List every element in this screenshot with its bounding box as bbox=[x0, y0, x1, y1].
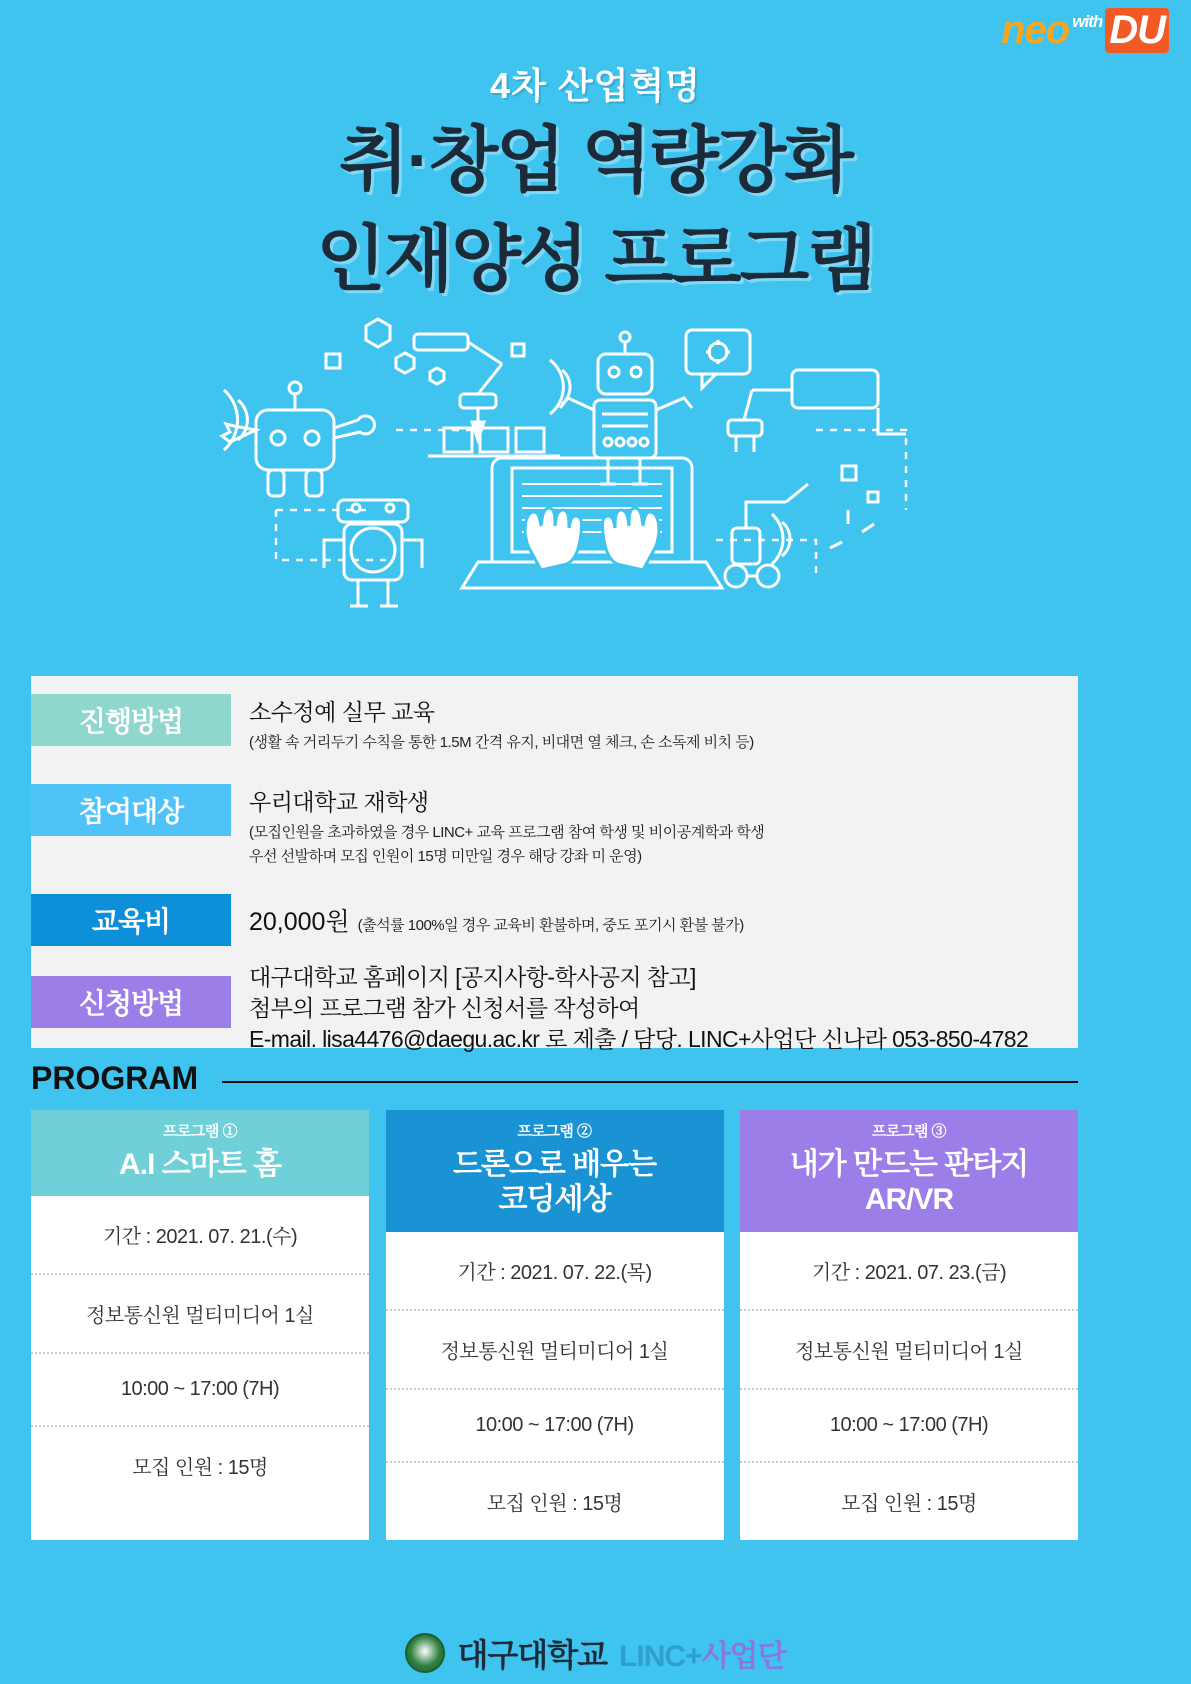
robotics-illustration bbox=[0, 310, 1191, 620]
program-card-quota: 모집 인원 : 15명 bbox=[486, 1492, 623, 1515]
title-eyebrow: 4차 산업혁명 bbox=[490, 65, 701, 106]
program-heading bbox=[31, 1060, 1078, 1097]
info-row-apply bbox=[31, 946, 1078, 1055]
program-card-index: 프로그램 ③ bbox=[871, 1123, 947, 1140]
program-card-index: 프로그램 ① bbox=[162, 1123, 238, 1140]
program-card-title: A.I 스마트 홈 bbox=[119, 1148, 281, 1181]
program-card-title-line1: 드론으로 배우는 bbox=[452, 1148, 657, 1181]
info-body-method bbox=[231, 694, 1078, 752]
info-target-sub2: 우선 선발하며 모집 인원이 15명 미만일 경우 해당 강좌 미 운영) bbox=[249, 848, 642, 865]
info-body-target bbox=[231, 784, 1078, 866]
program-card-period: 기간 : 2021. 07. 21.(수) bbox=[31, 1196, 369, 1275]
info-apply-line2: 첨부의 프로그램 참가 신청서를 작성하여 bbox=[249, 995, 640, 1022]
program-card[interactable] bbox=[386, 1110, 724, 1540]
program-card-title bbox=[386, 1147, 724, 1218]
program-card-list bbox=[31, 1110, 1078, 1540]
info-target-main: 우리대학교 재학생 bbox=[249, 789, 429, 815]
program-card-time: 10:00 ~ 17:00 (7H) bbox=[740, 1390, 1078, 1463]
logo-neo-text: neo bbox=[1001, 8, 1070, 52]
info-method-sub: (생활 속 거리두기 수칙을 통한 1.5M 간격 유지, 비대면 열 체크, 손 소독제 비치 등) bbox=[249, 734, 754, 751]
footer-logos bbox=[0, 1630, 1191, 1676]
info-fee-note: (출석률 100%일 경우 교육비 환불하며, 중도 포기시 환불 불가) bbox=[357, 917, 744, 934]
program-card-time: 10:00 ~ 17:00 (7H) bbox=[386, 1390, 724, 1463]
program-card[interactable] bbox=[740, 1110, 1078, 1540]
program-card-header bbox=[31, 1110, 369, 1196]
program-card-title-line1: 내가 만드는 판타지 bbox=[789, 1148, 1029, 1181]
info-apply-line3: E-mail. lisa4476@daegu.ac.kr 로 제출 / 담당. LINC+사업단 신나라 053-850-4782 bbox=[249, 1026, 1029, 1053]
footer-linc-suffix: 사업단 bbox=[701, 1640, 786, 1673]
program-card-body bbox=[31, 1196, 369, 1504]
info-tag-apply: 신청방법 bbox=[31, 976, 231, 1028]
logo-with-text: with bbox=[1072, 12, 1103, 31]
info-row-fee bbox=[31, 866, 1078, 946]
logo-du-text: DU bbox=[1105, 8, 1169, 53]
info-body-fee bbox=[231, 894, 1078, 946]
program-card-period: 기간 : 2021. 07. 23.(금) bbox=[740, 1232, 1078, 1311]
program-card-time: 10:00 ~ 17:00 (7H) bbox=[31, 1354, 369, 1427]
info-tag-method: 진행방법 bbox=[31, 694, 231, 746]
program-heading-label: PROGRAM bbox=[31, 1060, 199, 1096]
info-method-main: 소수정예 실무 교육 bbox=[249, 699, 435, 725]
program-card[interactable] bbox=[31, 1110, 369, 1540]
program-card-body bbox=[386, 1232, 724, 1540]
program-card-header bbox=[386, 1110, 724, 1232]
university-emblem-icon bbox=[405, 1633, 445, 1673]
info-body-apply bbox=[231, 962, 1078, 1055]
program-heading-rule bbox=[222, 1081, 1078, 1083]
program-card-quota: 모집 인원 : 15명 bbox=[132, 1457, 268, 1480]
info-panel bbox=[31, 676, 1078, 1053]
info-apply-line1: 대구대학교 홈페이지 [공지사항-학사공지 참고] bbox=[249, 964, 696, 990]
footer-linc-text: LINC+ bbox=[619, 1640, 702, 1673]
info-row-method bbox=[31, 676, 1078, 752]
program-card-index: 프로그램 ② bbox=[517, 1123, 592, 1140]
program-card-title-line2: 코딩세상 bbox=[498, 1183, 611, 1217]
program-card-quota: 모집 인원 : 15명 bbox=[841, 1492, 977, 1515]
program-card-body bbox=[740, 1232, 1078, 1540]
program-card-title-line2: AR/VR bbox=[864, 1183, 954, 1217]
info-row-target bbox=[31, 752, 1078, 866]
info-target-sub: (모집인원을 초과하였을 경우 LINC+ 교육 프로그램 참여 학생 및 비이공계학과 학생 bbox=[249, 824, 765, 841]
brand-logo bbox=[1001, 8, 1169, 53]
footer-university-name: 대구대학교 bbox=[457, 1637, 608, 1673]
footer-linc-logo bbox=[619, 1631, 785, 1675]
title-line-1: 취·창업 역량강화 bbox=[339, 121, 852, 201]
program-card-header bbox=[740, 1110, 1078, 1232]
info-tag-target: 참여대상 bbox=[31, 784, 231, 836]
program-card-period: 기간 : 2021. 07. 22.(목) bbox=[386, 1232, 724, 1311]
title-line-2: 인재양성 프로그램 bbox=[316, 219, 875, 300]
program-card-title bbox=[740, 1147, 1078, 1218]
info-tag-fee: 교육비 bbox=[31, 894, 231, 946]
program-card-place: 정보통신원 멀티미디어 1실 bbox=[740, 1311, 1078, 1390]
program-card-place: 정보통신원 멀티미디어 1실 bbox=[31, 1275, 369, 1354]
program-card-place: 정보통신원 멀티미디어 1실 bbox=[386, 1311, 724, 1390]
info-fee-amount: 20,000원 bbox=[249, 908, 350, 936]
